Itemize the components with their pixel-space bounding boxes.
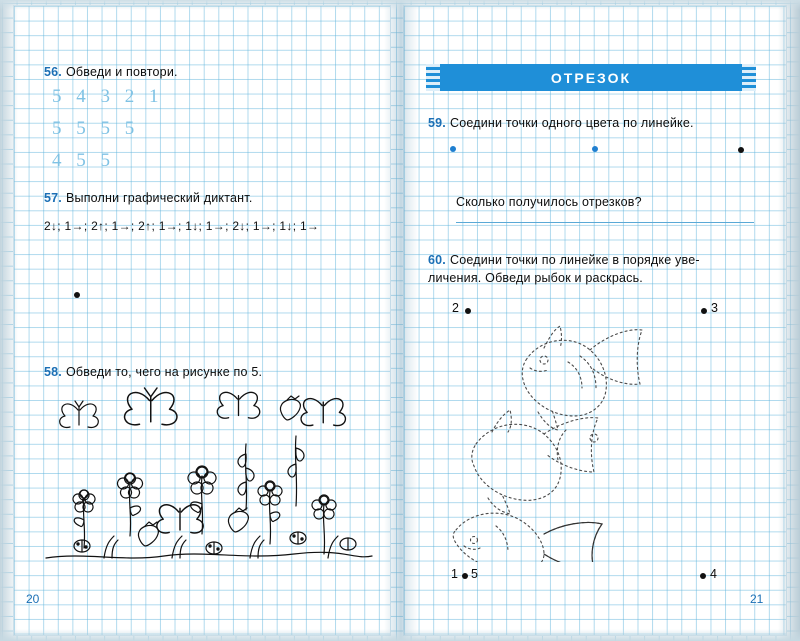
task-59-question-text: Сколько получилось отрезков?: [456, 195, 642, 209]
dot-label-4: 4: [710, 567, 718, 581]
dot-label-1: 1: [451, 567, 459, 581]
task-59-dot-blue-1: [450, 146, 456, 152]
task-60-text-line2: [428, 270, 768, 286]
task-59-dot-blue-2: [592, 146, 598, 152]
section-banner-title: ОТРЕЗОК: [550, 69, 632, 86]
task-57-text: Выполни графический диктант.: [65, 191, 253, 205]
task-57-number: 57.: [44, 191, 62, 205]
left-page-number: 20: [26, 592, 40, 606]
task-56-text: Обведи и повтори.: [65, 65, 178, 79]
task-58-text: Обведи то, чего на рисунке по 5.: [65, 365, 263, 379]
task-56-number: 56.: [44, 65, 62, 79]
task-59-question: [456, 194, 642, 210]
fish-dotted-illustration: [448, 312, 748, 562]
task-59-text: Соедини точки одного цвета по линейке.: [449, 116, 694, 130]
task-59-answer-line[interactable]: [456, 222, 754, 223]
connect-dot-1[interactable]: [462, 573, 468, 579]
right-page-content: [398, 0, 800, 641]
left-page: [0, 0, 398, 641]
task-60: [428, 252, 768, 268]
task-60-text: Соедини точки по линейке в порядке уве-: [449, 253, 700, 267]
task-59: [428, 115, 694, 131]
task-58: [44, 364, 262, 380]
task-57-dictation-sequence: 2↓; 1→; 2↑; 1→; 2↑; 1→; 1↓; 1→; 2↓; 1→; 1↓; 1→: [44, 219, 320, 233]
task-59-dot-dark-1: [738, 147, 744, 153]
meadow-illustration: [44, 382, 374, 572]
dot-label-5: 5: [471, 567, 479, 581]
task-57: [44, 190, 253, 206]
task-60-text-2: личения. Обведи рыбок и раскрась.: [428, 271, 643, 285]
dictation-start-dot: [74, 292, 80, 298]
task-58-number: 58.: [44, 365, 62, 379]
task-60-number: 60.: [428, 253, 446, 267]
section-banner: [426, 64, 756, 91]
task-56-trace-row-1: 5 4 3 2 1: [52, 86, 164, 107]
dot-label-3: 3: [711, 301, 719, 315]
task-56-trace-row-3: 4 5 5: [52, 150, 115, 171]
connect-dot-4[interactable]: [700, 573, 706, 579]
dot-label-2: 2: [452, 301, 460, 315]
task-56-trace-row-2: 5 5 5 5: [52, 118, 140, 139]
task-56: [44, 64, 178, 80]
task-59-number: 59.: [428, 116, 446, 130]
right-page-number: 21: [750, 592, 764, 606]
left-page-content: [0, 0, 398, 641]
right-page: [398, 0, 800, 641]
